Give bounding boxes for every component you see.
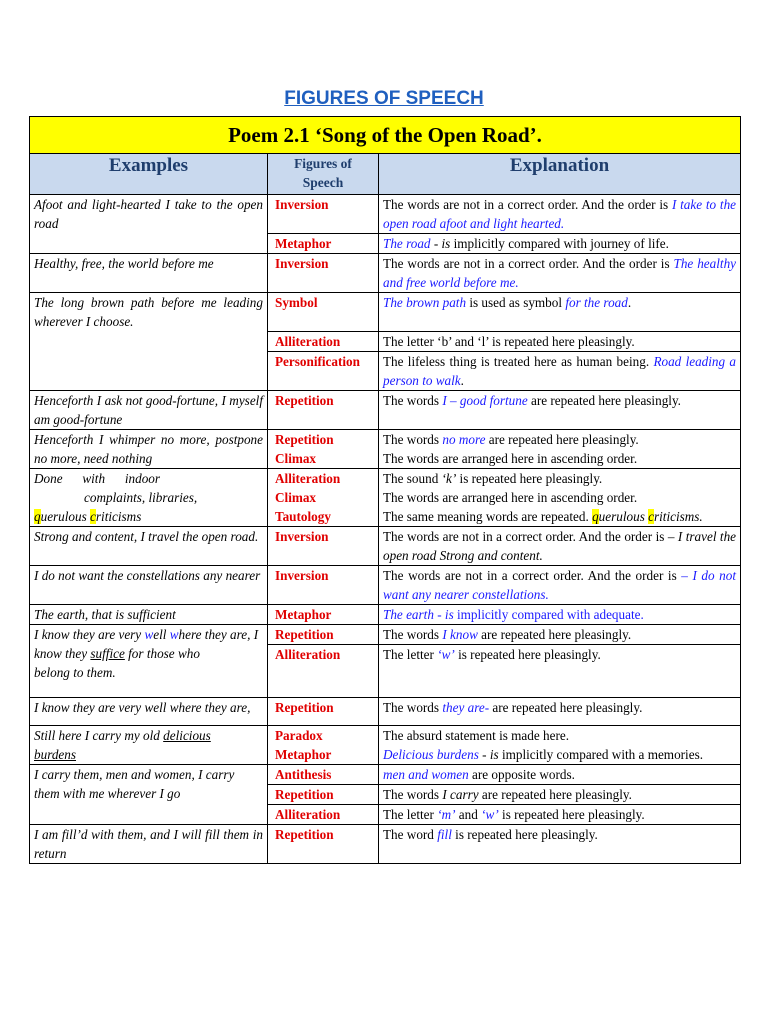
example-cell: Afoot and light-hearted I take to the open road [30,195,268,254]
example-line: uerulous [40,509,91,524]
expl-text: The lifeless thing is treated here as human being. [383,354,654,369]
explanation-cell [379,293,741,332]
figure-cell: Metaphor [268,605,379,625]
table-row [30,391,741,430]
example-line: I know they are very [34,627,145,642]
expl-text: is repeated here pleasingly. [498,807,645,822]
expl-text: ‘k’ [441,471,457,486]
expl-text: The words are not in a correct order. And the order is [383,529,668,544]
example-cell: Healthy, free, the world before me [30,254,268,293]
example-cell: Henceforth I ask not good-fortune, I myself am good-fortune [30,391,268,430]
figure-cell: Repetition [268,391,379,430]
figure-cell: Symbol [268,293,379,332]
header-explanation: Explanation [379,154,741,195]
example-cell: Strong and content, I travel the open road. [30,527,268,566]
table-row [30,527,741,566]
figure-label: Tautology [275,509,331,524]
expl-text: The letter [383,807,438,822]
expl-text: The words are not in a correct order. And the order is [383,568,682,583]
expl-text: is used as symbol [466,295,566,310]
table-row [30,605,741,625]
explanation-cell [379,645,741,698]
expl-highlight: The earth [383,607,434,622]
table-row [30,430,741,469]
figures-table [29,116,741,864]
expl-highlight: men and women [383,767,469,782]
figure-label: Metaphor [275,747,332,762]
example-line: belong to them. [34,665,116,680]
expl-highlight: The brown path [383,295,467,310]
expl-text: is [489,747,499,762]
expl-text: The absurd statement is made here. [383,728,570,743]
expl-text: implicitly compared with a memories. [498,747,703,762]
expl-highlight: Delicious burdens [383,747,479,762]
figure-cell: Alliteration [268,332,379,352]
expl-highlight: is [444,607,454,622]
example-line: Done with indoor [34,471,161,486]
header-figures-l1: Figures of [294,156,352,171]
header-examples: Examples [30,154,268,195]
explanation-cell [379,698,741,726]
table-row [30,469,741,527]
example-cell: I am fill’d with them, and I will fill them in return [30,825,268,864]
explanation-cell [379,391,741,430]
expl-highlight: no more [442,432,486,447]
figure-cell: Repetition [268,698,379,726]
figure-cell: Inversion [268,566,379,605]
example-highlight: q [34,509,41,524]
expl-highlight: ‘m’ [437,807,456,822]
example-underline: burdens [34,747,77,762]
example-line: complaints, libraries, [84,490,198,505]
expl-highlight: c [648,509,654,524]
table-row [30,293,741,332]
example-underline: suffice [90,646,125,661]
figure-cell: Repetition [268,825,379,864]
expl-text: - [433,607,445,622]
explanation-cell [379,785,741,805]
example-highlight: w [169,627,179,642]
example-cell: I do not want the constellations any nearer [30,566,268,605]
example-highlight: c [90,509,96,524]
example-line: here they are, I know they [34,627,259,661]
expl-text: – I travel the open road Strong and content. [383,529,737,563]
figure-cell: Inversion [268,527,379,566]
expl-text: The sound [383,471,442,486]
figure-label: Climax [275,490,317,505]
header-figures [268,154,379,195]
expl-highlight: q [592,509,599,524]
expl-highlight: The healthy and free world before me. [383,256,737,290]
expl-text: The words [383,393,443,408]
expl-text: The words are not in a correct order. And the order is [383,256,674,271]
explanation-cell [379,566,741,605]
expl-text: . [627,295,632,310]
expl-highlight: I take to the open road afoot and light hearted. [383,197,737,231]
explanation-cell [379,625,741,645]
expl-text: implicitly compared with journey of life. [450,236,669,251]
example-line: Still here I carry my old [34,728,164,743]
explanation-cell [379,825,741,864]
explanation-cell [379,726,741,765]
explanation-cell [379,254,741,293]
figure-cell: Antithesis [268,765,379,785]
expl-text: The letter [383,647,438,662]
figure-cell: Inversion [268,254,379,293]
expl-text: The word [383,827,438,842]
header-figures-l2: Speech [302,175,344,190]
figure-cell [268,469,379,527]
example-cell: Henceforth I whimper no more, postpone no more, need nothing [30,430,268,469]
expl-highlight: The road [383,236,431,251]
example-underline: delicious [163,728,211,743]
expl-highlight: I – good fortune [442,393,528,408]
header-row [30,154,741,195]
expl-text: The words are arranged here in ascending order. [383,451,638,466]
figure-cell [268,430,379,469]
expl-text: implicitly compared with adequate. [453,607,644,622]
example-cell: I carry them, men and women, I carry them with me wherever I go [30,765,268,825]
expl-highlight: ‘w’ [481,807,499,822]
example-cell: The earth, that is sufficient [30,605,268,625]
explanation-cell [379,469,741,527]
figure-cell: Alliteration [268,805,379,825]
expl-text: are opposite words. [468,767,575,782]
expl-text: - [478,747,490,762]
figure-cell: Repetition [268,625,379,645]
example-highlight: w [144,627,154,642]
example-cell: I know they are very well where they are, [30,698,268,726]
table-row [30,698,741,726]
figure-cell [268,726,379,765]
expl-text: is repeated here pleasingly. [456,471,603,486]
explanation-cell [379,195,741,234]
expl-text: is [441,236,451,251]
expl-text: I carry [442,787,479,802]
expl-text: are repeated here pleasingly. [527,393,681,408]
expl-text: riticisms. [653,509,703,524]
figure-cell: Metaphor [268,234,379,254]
table-row [30,195,741,234]
explanation-cell [379,234,741,254]
expl-text: The words [383,432,443,447]
table-row [30,566,741,605]
expl-text: The words [383,627,443,642]
figure-label: Paradox [275,728,323,743]
example-line: riticisms [95,509,142,524]
figure-cell: Repetition [268,785,379,805]
figure-label: Alliteration [275,471,341,486]
explanation-cell [379,527,741,566]
expl-highlight: fill [437,827,452,842]
expl-text: The words [383,700,443,715]
example-line: ell [153,627,170,642]
expl-text: is repeated here pleasingly. [454,647,601,662]
explanation-cell [379,805,741,825]
expl-highlight: they are- [442,700,490,715]
figure-cell: Inversion [268,195,379,234]
expl-text: are repeated here pleasingly. [489,700,643,715]
expl-text: and [455,807,482,822]
explanation-cell [379,352,741,391]
expl-text: The same meaning words are repeated. [383,509,593,524]
table-row [30,625,741,645]
table-row [30,726,741,765]
expl-text: The words are arranged here in ascending order. [383,490,638,505]
figure-cell: Personification [268,352,379,391]
example-line: for those who [124,646,200,661]
example-cell [30,625,268,698]
expl-text: are repeated here pleasingly. [478,787,632,802]
page-title: FIGURES OF SPEECH [284,88,484,109]
expl-text: are repeated here pleasingly. [485,432,639,447]
expl-text: uerulous [598,509,649,524]
table-row [30,254,741,293]
expl-highlight: for the road [565,295,628,310]
figure-cell: Alliteration [268,645,379,698]
figure-label: Climax [275,451,317,466]
expl-highlight: – I do not want any nearer constellations. [383,568,737,602]
poem-heading: Poem 2.1 ‘Song of the Open Road’. [30,117,741,154]
expl-highlight: ‘w’ [437,647,455,662]
expl-text: - [430,236,442,251]
expl-text: is repeated here pleasingly. [451,827,598,842]
example-cell [30,726,268,765]
expl-text: . [460,373,464,388]
explanation-cell [379,765,741,785]
expl-text: The words [383,787,443,802]
figure-label: Repetition [275,432,334,447]
expl-highlight: I know [442,627,478,642]
explanation-cell [379,605,741,625]
table-row [30,765,741,785]
explanation-cell [379,430,741,469]
expl-text: are repeated here pleasingly. [477,627,632,642]
explanation-cell: The letter ‘b’ and ‘l’ is repeated here pleasingly. [379,332,741,352]
poem-heading-row [30,117,741,154]
table-row [30,825,741,864]
expl-highlight: Road leading a person to walk [383,354,737,388]
expl-text: The words are not in a correct order. And the order is [383,197,672,212]
example-cell: The long brown path before me leading wherever I choose. [30,293,268,391]
example-cell [30,469,268,527]
